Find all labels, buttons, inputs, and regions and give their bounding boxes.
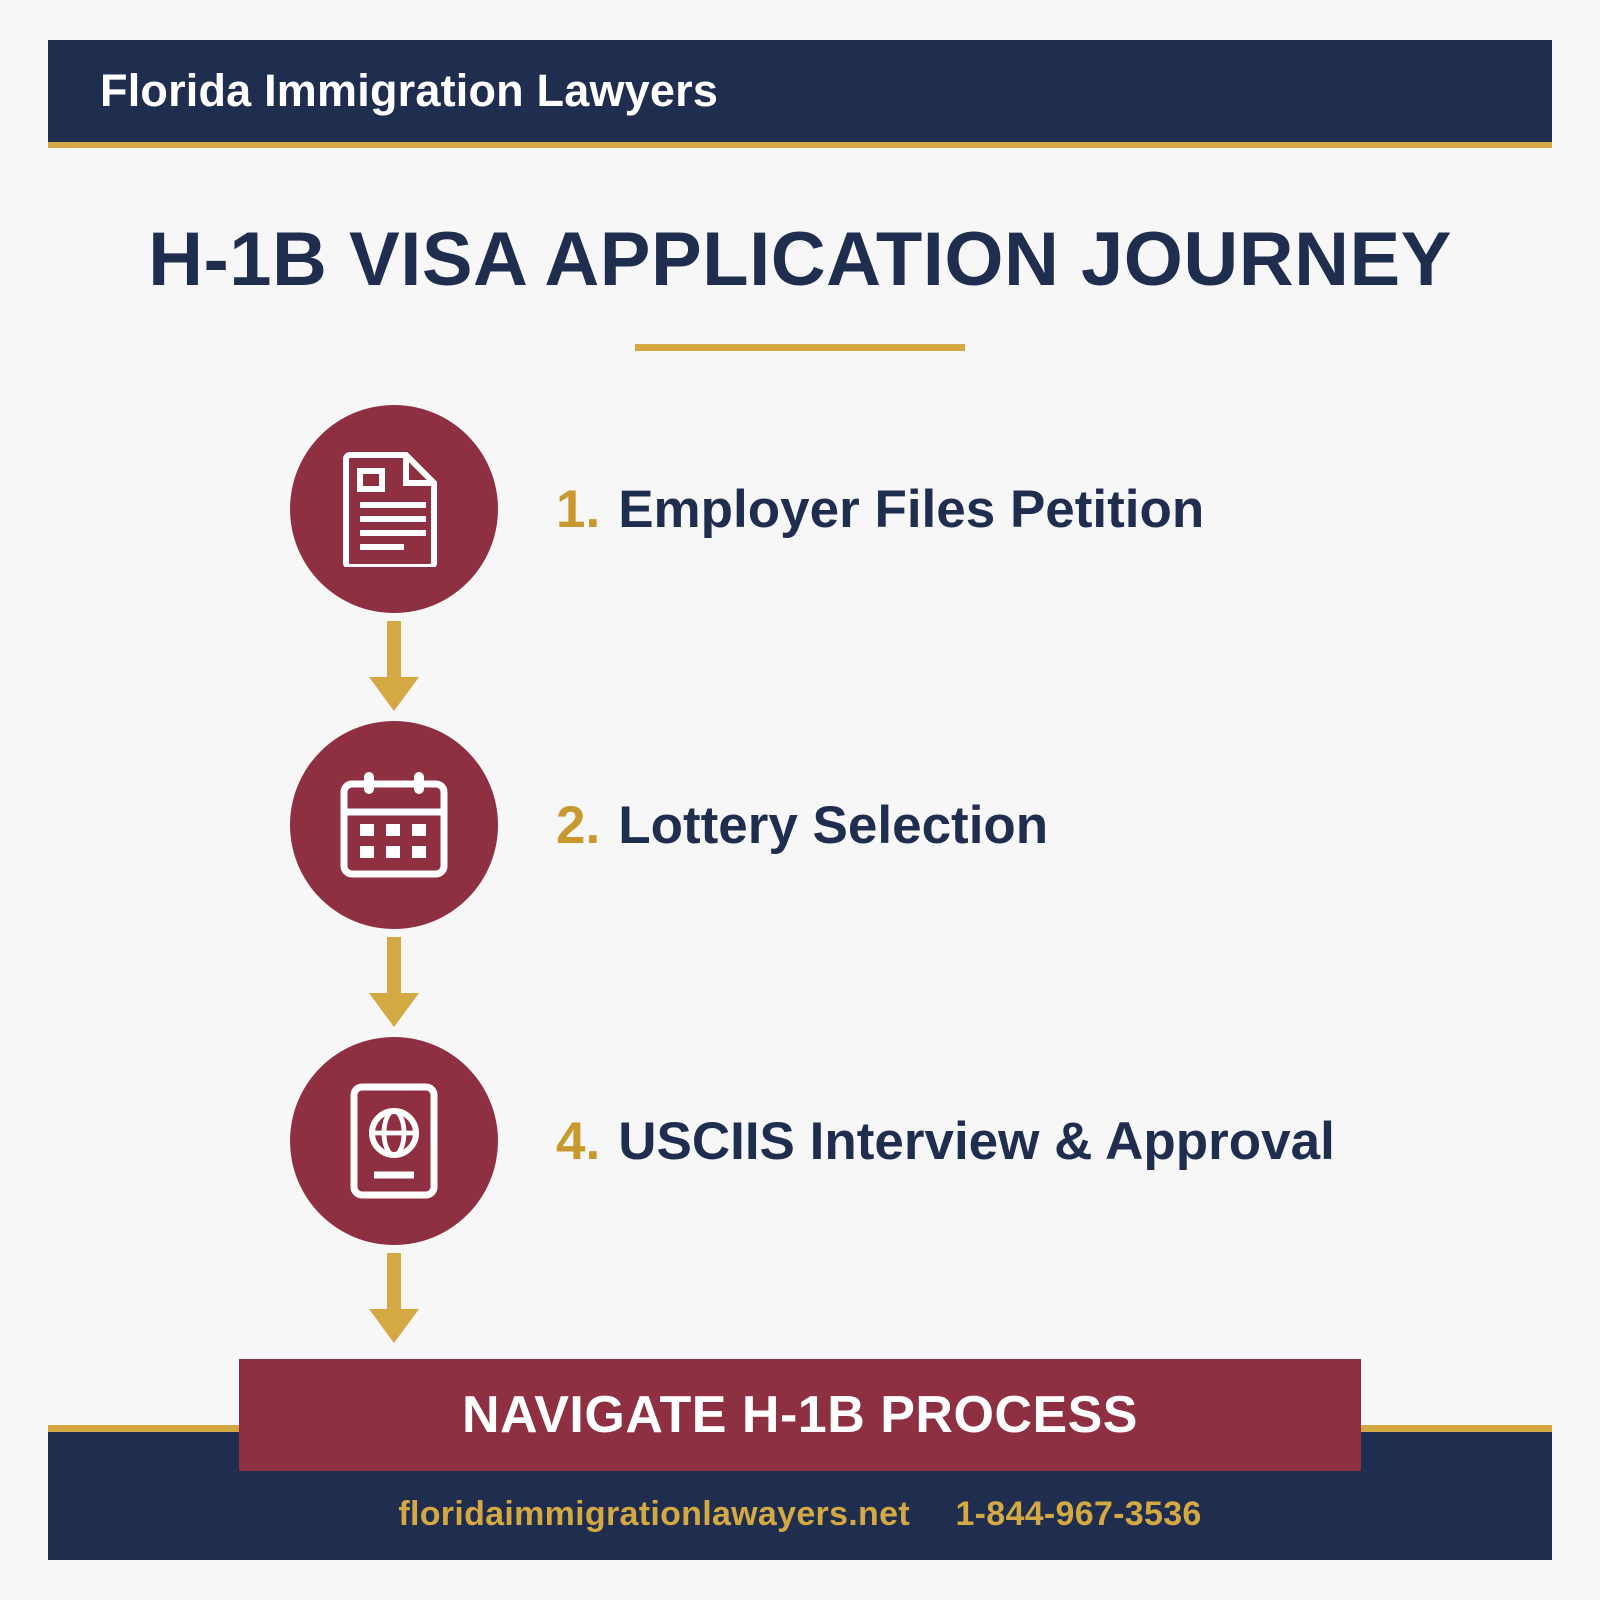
calendar-icon <box>290 721 498 929</box>
page-title: H-1B VISA APPLICATION JOURNEY <box>148 217 1452 303</box>
step-label-2 <box>556 795 1048 856</box>
step-number-2: 2. <box>556 795 601 855</box>
step-label-1 <box>556 479 1204 540</box>
step-item-1 <box>290 405 1204 613</box>
step-title-3: USCIIS Interview & Approval <box>618 1111 1335 1171</box>
passport-icon <box>290 1037 498 1245</box>
document-icon <box>290 405 498 613</box>
header-gold-rule <box>48 142 1552 148</box>
navigate-process-button[interactable]: NAVIGATE H-1B PROCESS <box>239 1359 1361 1471</box>
header-bar <box>48 40 1552 142</box>
footer-website[interactable]: floridaimmigrationlawayers.net <box>398 1495 910 1533</box>
footer-phone[interactable]: 1-844-967-3536 <box>955 1495 1202 1533</box>
title-underline <box>635 344 965 351</box>
brand-title: Florida Immigration Lawyers <box>100 65 719 117</box>
title-block <box>48 217 1552 351</box>
steps-list <box>48 405 1552 1353</box>
step-title-1: Employer Files Petition <box>618 479 1205 539</box>
arrow-down-icon-1 <box>290 613 498 721</box>
step-number-1: 1. <box>556 479 601 539</box>
cta-wrap <box>48 1359 1552 1471</box>
arrow-down-icon-3 <box>290 1245 498 1353</box>
footer-contact <box>398 1495 1201 1534</box>
step-label-3 <box>556 1111 1335 1172</box>
step-title-2: Lottery Selection <box>618 795 1049 855</box>
step-number-3: 4. <box>556 1111 601 1171</box>
arrow-down-icon-2 <box>290 929 498 1037</box>
step-item-2 <box>290 721 1048 929</box>
step-item-3 <box>290 1037 1335 1245</box>
